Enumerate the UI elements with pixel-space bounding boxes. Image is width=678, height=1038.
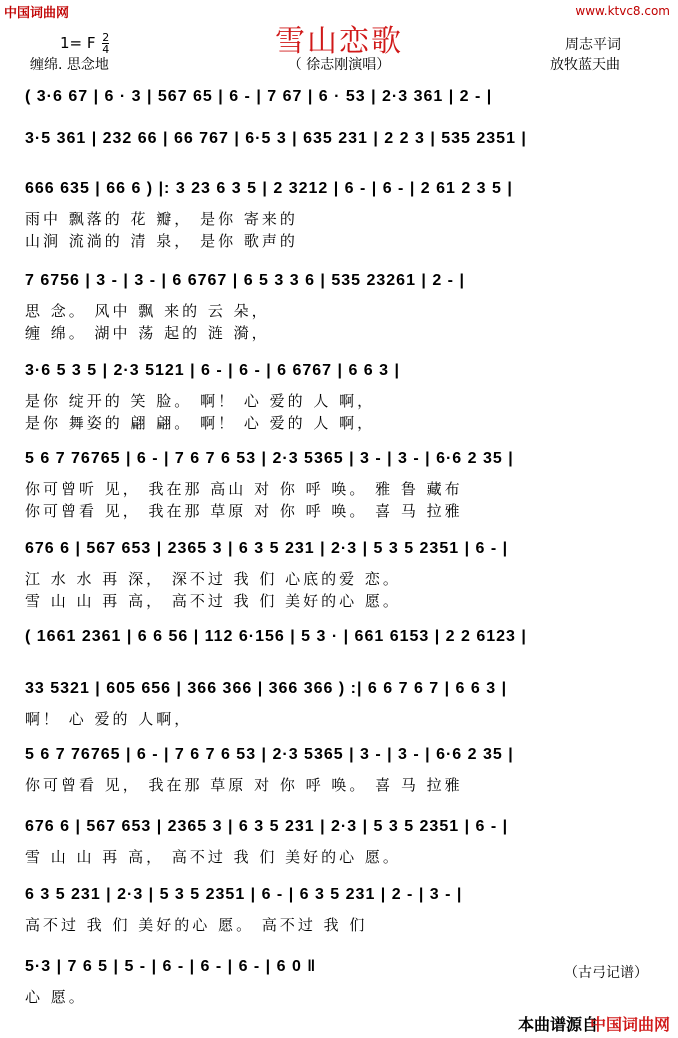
song-title: 雪山恋歌 xyxy=(275,24,403,59)
key-signature xyxy=(60,32,109,55)
time-top: 2 xyxy=(102,31,110,44)
notation-line: ( 3·6 67 | 6 · 3 | 567 65 | 6 - | 7 67 | 6 · 53 | 2·3 361 | 2 - | xyxy=(25,88,493,105)
lyric-line: 你可曾听 见， 我在那 高山 对 你 呼 唤。 雅 鲁 藏布 xyxy=(25,480,463,498)
notation-line: ( 1661 2361 | 6 6 56 | 112 6·156 | 5 3 · | 661 6153 | 2 2 6123 | xyxy=(25,628,527,645)
lyric-line: 你可曾看 见， 我在那 草原 对 你 呼 唤。 喜 马 拉雅 xyxy=(25,776,463,794)
score-credit: （古弓记谱） xyxy=(564,965,648,981)
lyric-line: 山涧 流淌的 清 泉， 是你 歌声的 xyxy=(25,232,298,250)
notation-line: 7 6756 | 3 - | 3 - | 6 6767 | 6 5 3 3 6 | 535 23261 | 2 - | xyxy=(25,272,465,289)
lyric-line: 雪 山 山 再 高， 高不过 我 们 美好的心 愿。 xyxy=(25,848,401,866)
site-logo-left: 中国词曲网 xyxy=(4,6,70,21)
source-label: 本曲谱源自 xyxy=(517,1015,598,1034)
time-bottom: 4 xyxy=(102,43,110,56)
notation-line: 6 3 5 231 | 2·3 | 5 3 5 2351 | 6 - | 6 3 5 231 | 2 - | 3 - | xyxy=(25,886,463,903)
lyric-line: 雨中 飘落的 花 瓣， 是你 寄来的 xyxy=(25,210,298,228)
site-url: www.ktvc8.com xyxy=(575,4,670,18)
notation-line: 5·3 | 7 6 5 | 5 - | 6 - | 6 - | 6 - | 6 0 ‖ xyxy=(25,958,317,975)
time-signature xyxy=(102,32,109,55)
source-site: 中国词曲网 xyxy=(589,1015,670,1034)
notation-line: 676 6 | 567 653 | 2365 3 | 6 3 5 231 | 2·3 | 5 3 5 2351 | 6 - | xyxy=(25,540,509,557)
notation-line: 5 6 7 76765 | 6 - | 7 6 7 6 53 | 2·3 5365 | 3 - | 3 - | 6·6 2 35 | xyxy=(25,450,514,467)
notation-line: 5 6 7 76765 | 6 - | 7 6 7 6 53 | 2·3 5365 | 3 - | 3 - | 6·6 2 35 | xyxy=(25,746,514,763)
notation-line: 33 5321 | 605 656 | 366 366 | 366 366 ) :| 6 6 7 6 7 | 6 6 3 | xyxy=(25,680,508,697)
key-text: 1= F xyxy=(60,34,96,52)
lyric-line: 思 念。 风中 飘 来的 云 朵， xyxy=(25,302,270,320)
lyric-line: 高不过 我 们 美好的心 愿。 高不过 我 们 xyxy=(25,916,368,934)
lyric-line: 心 愿。 xyxy=(25,988,87,1006)
notation-line: 666 635 | 66 6 ) |: 3 23 6 3 5 | 2 3212 | 6 - | 6 - | 2 61 2 3 5 | xyxy=(25,180,513,197)
lyric-line: 缠 绵。 湖中 荡 起的 涟 漪， xyxy=(25,324,270,342)
lyric-line: 雪 山 山 再 高， 高不过 我 们 美好的心 愿。 xyxy=(25,592,401,610)
lyric-line: 是你 绽开的 笑 脸。 啊！ 心 爱的 人 啊， xyxy=(25,392,376,410)
lyric-line: 啊！ 心 爱的 人啊， xyxy=(25,710,193,728)
performance-style: 缠绵. 思念地 xyxy=(30,57,109,73)
lyric-line: 江 水 水 再 深， 深不过 我 们 心底的爱 恋。 xyxy=(25,570,401,588)
notation-line: 3·6 5 3 5 | 2·3 5121 | 6 - | 6 - | 6 6767 | 6 6 3 | xyxy=(25,362,400,379)
singer: （ 徐志刚演唱） xyxy=(287,57,391,73)
lyricist: 周志平词 xyxy=(565,37,621,53)
notation-line: 676 6 | 567 653 | 2365 3 | 6 3 5 231 | 2·3 | 5 3 5 2351 | 6 - | xyxy=(25,818,509,835)
lyric-line: 是你 舞姿的 翩 翩。 啊！ 心 爱的 人 啊， xyxy=(25,414,376,432)
composer: 放牧蓝天曲 xyxy=(550,57,620,73)
notation-line: 3·5 361 | 232 66 | 66 767 | 6·5 3 | 635 231 | 2 2 3 | 535 2351 | xyxy=(25,130,527,147)
lyric-line: 你可曾看 见， 我在那 草原 对 你 呼 唤。 喜 马 拉雅 xyxy=(25,502,463,520)
